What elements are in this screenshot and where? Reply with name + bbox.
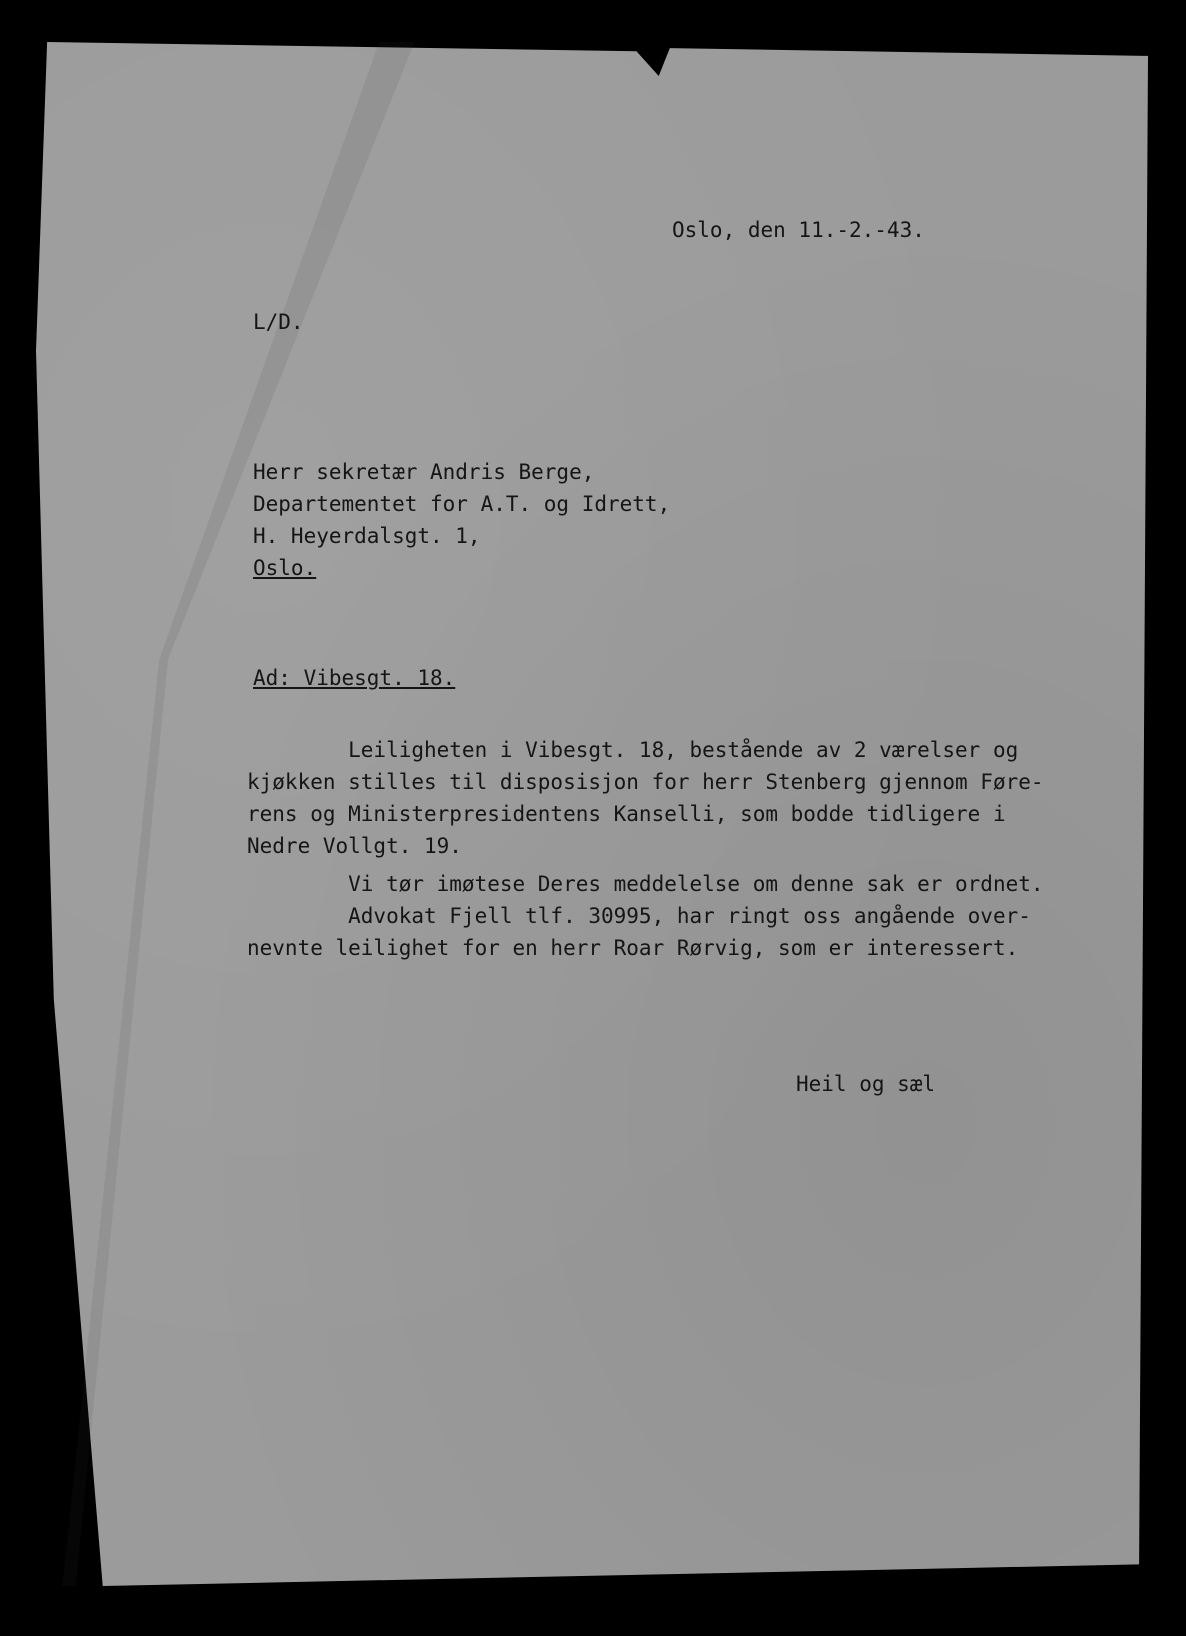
date-line: Oslo, den 11.-2.-43.: [672, 218, 925, 242]
body-line-2: kjøkken stilles til disposisjon for herr Stenberg gjennom Føre-: [247, 770, 1044, 794]
addressee-line-3: H. Heyerdalsgt. 1,: [253, 524, 481, 548]
body-line-1: Leiligheten i Vibesgt. 18, bestående av 2 værelser og: [247, 738, 1019, 762]
body-line-5: Vi tør imøtese Deres meddelelse om denne sak er ordnet.: [247, 872, 1044, 896]
body-line-4: Nedre Vollgt. 19.: [247, 834, 462, 858]
addressee-line-2: Departementet for A.T. og Idrett,: [253, 492, 671, 516]
body-line-7: nevnte leilighet for en herr Roar Rørvig, som er interessert.: [247, 936, 1019, 960]
addressee-city: Oslo.: [253, 556, 317, 580]
body-line-3: rens og Ministerpresidentens Kanselli, som bodde tidligere i: [247, 802, 1006, 826]
closing-salutation: Heil og sæl: [796, 1072, 936, 1096]
addressee-line-1: Herr sekretær Andris Berge,: [253, 460, 595, 484]
reference-initials: L/D.: [253, 310, 304, 334]
body-line-6: Advokat Fjell tlf. 30995, har ringt oss angående over-: [247, 904, 1031, 928]
subject-line: Ad: Vibesgt. 18.: [253, 666, 456, 690]
